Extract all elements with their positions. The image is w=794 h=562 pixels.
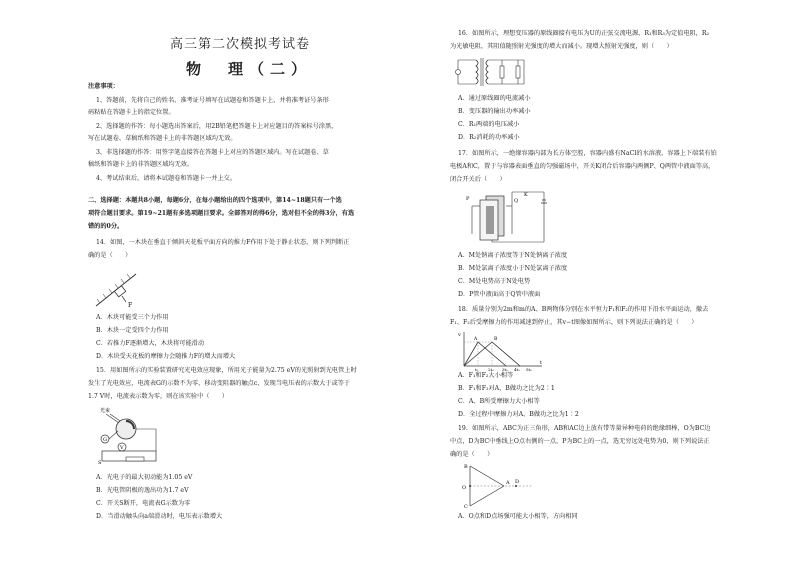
q17-option: D．P管中液面高于Q管中液面 xyxy=(458,291,541,298)
q18-stem: F₁、F₂后受摩擦力的作用减速到停止，其v−t图像如图所示，则下列说法正确的是（ ） xyxy=(450,319,698,326)
q18-x-tick: 2t₀ xyxy=(488,367,494,372)
notice-line: 3、非选择题的作答：用签字笔直接答在答题卡上对应的答题区域内。写在试题卷、草 xyxy=(96,149,329,156)
svg-text:K: K xyxy=(524,192,528,198)
q18-option: C．A、B所受摩擦力大小相等 xyxy=(458,398,540,405)
q18-series-label: A xyxy=(474,337,478,342)
q14-stem: 确的是（ ） xyxy=(88,252,132,259)
q14-option: B．木块一定受四个力作用 xyxy=(96,327,169,334)
exam-subtitle: 物 理（二） xyxy=(186,60,313,78)
q18-y-label: v xyxy=(458,332,461,338)
q16-transformer-figure xyxy=(454,54,532,90)
q18-x-tick: 3t₀ xyxy=(502,367,508,372)
q15-option: A．光电子的最大初动能为1.05 eV xyxy=(96,474,193,481)
svg-text:V: V xyxy=(120,445,124,451)
q15-stem: 1.7 V时，电流表示数为零，则在该实验中（ ） xyxy=(88,393,229,400)
notice-line: 写在试题卷、草稿纸和答题卡上的非答题区域均无效。 xyxy=(88,135,237,142)
svg-text:O: O xyxy=(462,485,467,491)
q15-option: C．开关S断开，电流表G示数为零 xyxy=(96,500,191,507)
q14-option: C．若推力F逐渐增大，木块将可能滑动 xyxy=(96,340,205,347)
exam-title: 高三第二次模拟考试卷 xyxy=(170,37,311,52)
q17-option: B．M处氯离子浓度小于N处氯离子浓度 xyxy=(458,265,568,272)
q15-stem: 发生了光电效应，电流表G的示数不为零，移动变阻器的触点c，发现当电压表的示数大于或等于 xyxy=(88,380,351,387)
q15-circuit-figure xyxy=(96,405,168,467)
q18-series-label: B xyxy=(494,337,498,342)
q18-option: A．F₁和F₂大小相等 xyxy=(458,372,514,379)
q18-x-tick: 4t₀ xyxy=(514,367,520,372)
q17-container-figure xyxy=(462,188,552,248)
q15-option: B．光电管阴极的逸出功为1.7 eV xyxy=(96,487,189,494)
q17-stem: 闭合开关后（ ） xyxy=(450,176,506,183)
notice-line: 稿纸和答题卡上的非答题区域均无效。 xyxy=(88,161,194,168)
q19-stem: 19．如图所示，ABC为正三角形，AB和AC边上放有带等量异种电荷的绝缘细棒，O为BC边 xyxy=(458,425,711,432)
svg-text:S: S xyxy=(98,460,102,466)
q19-stem: 确的是（ ） xyxy=(450,451,494,458)
notice-heading: 注意事项： xyxy=(88,83,119,90)
q14-force-label: F xyxy=(128,302,133,309)
q16-option: B．变压器的输出功率减小 xyxy=(458,108,531,115)
q18-x-label: t xyxy=(540,360,543,366)
svg-text:G: G xyxy=(103,437,107,443)
q19-triangle-figure xyxy=(460,462,540,510)
notice-line: 2、选择题的作答：每小题选出答案后，用2B铅笔把答题卡上对应题目的答案标号涂黑， xyxy=(96,123,338,130)
notice-line: 1、答题前，先将自己的姓名、准考证号填写在试题卷和答题卡上，并将准考证号条形 xyxy=(96,97,329,104)
q18-stem: 18．质量分别为2m和m的A、B两物体分别在水平恒力F₁和F₂的作用下沿水平面运动，撤去 xyxy=(458,306,709,313)
notice-line: 码粘贴在答题卡上的指定位置。 xyxy=(88,109,175,116)
q17-stem: 电极A和C，置于与容器表面垂直的匀强磁场中，开关K闭合后容器内两侧P、Q两管中液面等高， xyxy=(450,163,715,170)
q17-option: C．M处电势高于N处电势 xyxy=(458,278,531,285)
q18-x-tick: t₀ xyxy=(475,367,479,372)
q18-option: D．全过程中摩擦力对A、B做功之比为1∶2 xyxy=(458,411,579,418)
q16-option: C．R₁两端的电压减小 xyxy=(458,121,520,128)
notice-line: 4、考试结束后，请将本试题卷和答题卡一并上交。 xyxy=(96,175,237,182)
svg-text:A: A xyxy=(506,480,510,486)
svg-text:D: D xyxy=(515,479,520,485)
svg-text:B: B xyxy=(464,464,468,470)
section-intro: 错的的0分。 xyxy=(88,223,124,230)
q15-option: D．当滑动触头向a端滑动时，电压表示数增大 xyxy=(96,513,223,520)
q16-option: D．R₂消耗的功率减小 xyxy=(458,134,520,141)
q16-option: A．通过原线圈的电流减小 xyxy=(458,95,531,102)
q18-option: B．F₁和F₂对A、B做功之比为2∶1 xyxy=(458,385,555,392)
q14-stem: 14．如图，一木块在垂直于倾斜天花板平面方向的推力F作用下处于静止状态，则下列判断正 xyxy=(96,239,350,246)
q19-option: A．O点和D点场强可能大小相等，方向相同 xyxy=(458,513,578,520)
q17-option: A．M处钠离子浓度等于N处钠离子浓度 xyxy=(458,252,568,259)
section-intro: 二、选择题：本题共8小题，每题6分，在每小题给出的四个选项中，第14~18题只有一个选 xyxy=(88,197,342,204)
svg-text:Q: Q xyxy=(514,198,519,204)
q18-vt-graph xyxy=(456,330,546,372)
q14-option: A．木块可能受三个力作用 xyxy=(96,314,169,321)
q14-option: D．木块受天花板的摩擦力会随推力F的增大而增大 xyxy=(96,353,236,360)
section-intro: 项符合题目要求。第19~21题有多选项题目要求。全部答对的得6分，选对但不全的得3分，有选 xyxy=(88,210,355,217)
q18-x-tick: 5t₀ xyxy=(526,367,532,372)
q17-stem: 17．如图所示，一绝缘容器内部为长方体空腔，容器内盛有NaCl的水溶液，容器上下端装有铂 xyxy=(458,150,717,157)
svg-text:P: P xyxy=(466,196,470,202)
svg-text:C: C xyxy=(464,504,468,510)
q16-stem: 16．如图所示，理想变压器的原线圈接有电压为U的正弦交流电源，R₁和R₃为定值电阻，R₂ xyxy=(458,30,710,37)
q19-stem: 中点，D为BC中垂线上O点右侧的一点，P为BC上的一点，选无穷远处电势为0，则下列说法正 xyxy=(450,438,710,445)
q15-stem: 15．用如图所示的实验装置研究光电效应现象，所用光子能量为2.75 eV的光照射到光电管上时 xyxy=(96,367,357,374)
q14-figure xyxy=(92,268,142,310)
q15-beam-label: 光束 xyxy=(100,408,111,414)
q16-stem: 为光敏电阻，其阻值随照射光强度的增大而减小。现增大照射光强度，则（ ） xyxy=(450,43,673,50)
